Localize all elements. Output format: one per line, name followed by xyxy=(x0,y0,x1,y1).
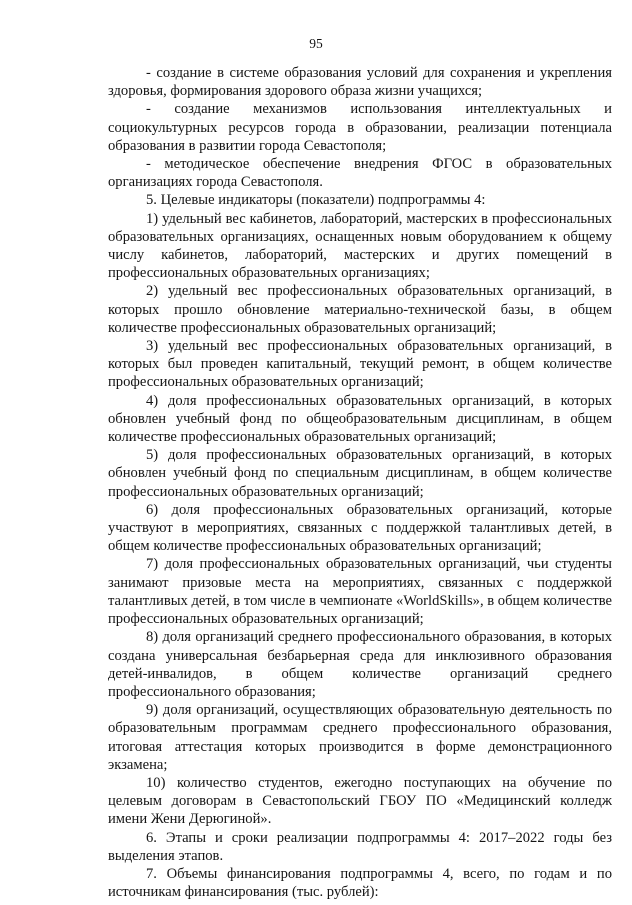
paragraph: 9) доля организаций, осуществляющих образовательную деятельность по образовательным программам среднего профессионального образования, итоговая аттестация которых производится в форме демонстрационного экзамена; xyxy=(108,702,612,773)
paragraph: 4) доля профессиональных образовательных организаций, в которых обновлен учебный фонд по общеобразовательным дисциплинам, в общем количестве профессиональных образовательных организаций; xyxy=(108,392,612,446)
paragraph: 8) доля организаций среднего профессионального образования, в которых создана универсальная безбарьерная среда для инклюзивного образования детей-инвалидов, в общем количестве организаций среднего профессионального образования; xyxy=(108,629,612,700)
paragraph: 3) удельный вес профессиональных образовательных организаций, в которых был проведен капитальный, текущий ремонт, в общем количестве профессиональных образовательных организаций; xyxy=(108,338,612,391)
paragraph: 2) удельный вес профессиональных образовательных организаций, в которых прошло обновление материально-технической базы, в общем количестве профессиональных образовательных организаций; xyxy=(108,283,612,336)
page-number: 95 xyxy=(309,36,323,51)
document-body xyxy=(108,64,612,901)
paragraph: 6) доля профессиональных образовательных организаций, которые участвуют в мероприятиях, связанных с поддержкой талантливых детей, в общем количестве профессиональных образовательных организаций; xyxy=(108,501,612,555)
paragraph: 10) количество студентов, ежегодно поступающих на обучение по целевым договорам в Севастопольский ГБОУ ПО «Медицинский колледж имени Жени Дерюгиной». xyxy=(108,774,612,828)
paragraph: 6. Этапы и сроки реализации подпрограммы 4: 2017–2022 годы без выделения этапов. xyxy=(108,829,612,864)
paragraph: - методическое обеспечение внедрения ФГОС в образовательных организациях города Севастополя. xyxy=(108,156,612,191)
paragraph: 5. Целевые индикаторы (показатели) подпрограммы 4: xyxy=(146,192,486,209)
paragraph: - создание механизмов использования интеллектуальных и социокультурных ресурсов города в образовании, реализации потенциала образования в развитии города Севастополя; xyxy=(108,101,612,154)
paragraph: 5) доля профессиональных образовательных организаций, в которых обновлен учебный фонд по специальным дисциплинам, в общем количестве профессиональных образовательных организаций; xyxy=(108,447,612,500)
paragraph: - создание в системе образования условий для сохранения и укрепления здоровья, формирования здорового образа жизни учащихся; xyxy=(108,65,612,100)
paragraph: 7) доля профессиональных образовательных организаций, чьи студенты занимают призовые места на мероприятиях, связанных с поддержкой талантливых детей, в том числе в чемпионате «WorldSkills», в общем количестве профессиональных образовательных организаций; xyxy=(108,556,612,628)
paragraph: 7. Объемы финансирования подпрограммы 4, всего, по годам и по источникам финансирования (тыс. рублей): xyxy=(108,865,612,901)
paragraph: 1) удельный вес кабинетов, лабораторий, мастерских в профессиональных образовательных организациях, оснащенных новым оборудованием к общему числу кабинетов, лабораторий, мастерских и других помещений в профессиональных образовательных организациях; xyxy=(108,210,612,282)
